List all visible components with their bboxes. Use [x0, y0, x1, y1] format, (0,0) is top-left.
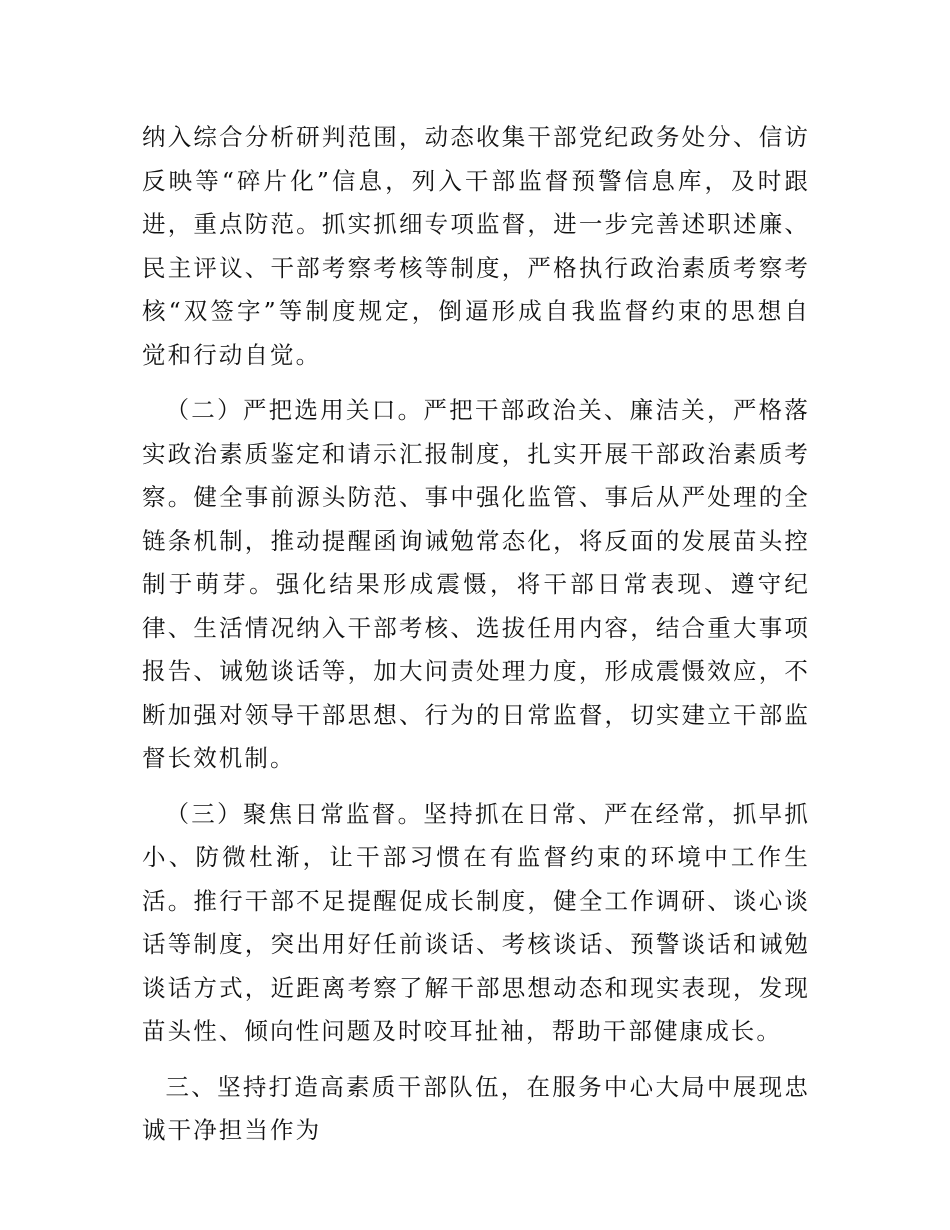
document-body — [142, 116, 810, 1153]
paragraph-section-3: （三）聚焦日常监督。坚持抓在日常、严在经常，抓早抓小、防微杜渐，让干部习惯在有监督约束的环境中工作生活。推行干部不足提醒促成长制度，健全工作调研、谈心谈话等制度，突出用好任前谈话、考核谈话、预警谈话和诫勉谈话方式，近距离考察了解干部思想动态和现实表现，发现苗头性、倾向性问题及时咬耳扯袖，帮助干部健康成长。 — [142, 799, 810, 1045]
paragraph-continuation: 纳入综合分析研判范围，动态收集干部党纪政务处分、信访反映等“碎片化”信息，列入干部监督预警信息库，及时跟进，重点防范。抓实抓细专项监督，进一步完善述职述廉、民主评议、干部考察考核等制度，严格执行政治素质考察考核“双签字”等制度规定，倒逼形成自我监督约束的思想自觉和行动自觉。 — [142, 123, 810, 369]
heading-part-3: 三、坚持打造高素质干部队伍，在服务中心大局中展现忠诚干净担当作为 — [142, 1072, 810, 1144]
paragraph-section-2: （二）严把选用关口。严把干部政治关、廉洁关，严格落实政治素质鉴定和请示汇报制度，扎实开展干部政治素质考察。健全事前源头防范、事中强化监管、事后从严处理的全链条机制，推动提醒函询诫勉常态化，将反面的发展苗头控制于萌芽。强化结果形成震慑，将干部日常表现、遵守纪律、生活情况纳入干部考核、选拔任用内容，结合重大事项报告、诫勉谈话等，加大问责处理力度，形成震慑效应，不断加强对领导干部思想、行为的日常监督，切实建立干部监督长效机制。 — [142, 396, 810, 772]
